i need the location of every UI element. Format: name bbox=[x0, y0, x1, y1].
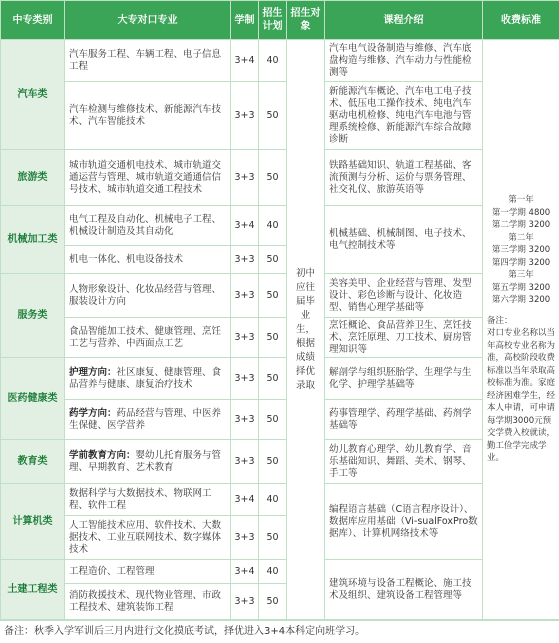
fee-line: 第二年 bbox=[487, 232, 555, 245]
plan-cell: 50 bbox=[259, 358, 287, 400]
major-cell: 食品智能加工技术、健康管理、烹饪工艺与营养、中西面点工艺 bbox=[65, 318, 231, 358]
table-row bbox=[1, 150, 559, 206]
course-cell: 幼儿教育心理学、幼儿教育学、音乐基础知识、舞蹈、美术、钢琴、手工等 bbox=[325, 440, 483, 484]
course-cell: 美容美甲、企业经营与管理、发型设计、彩色诊断与设计、化妆造型、销售心理学基础等 bbox=[325, 274, 483, 318]
system-cell: 3+3 bbox=[231, 400, 259, 440]
plan-cell: 40 bbox=[259, 484, 287, 516]
category-cell: 汽车类 bbox=[1, 40, 65, 150]
header-major: 大专对口专业 bbox=[65, 1, 231, 40]
fee-line: 第三年 bbox=[487, 269, 555, 282]
course-cell: 建筑环境与设备工程概论、施工技术及组织、建筑设备工程管理等 bbox=[325, 560, 483, 620]
fee-note-label: 备注： bbox=[487, 315, 555, 328]
major-cell bbox=[65, 440, 231, 484]
course-cell: 铁路基础知识、轨道工程基础、客流预测与分析、运价与票务管理、社交礼仪、旅游英语等 bbox=[325, 150, 483, 206]
major-cell: 机电一体化、机电设备技术 bbox=[65, 246, 231, 274]
course-cell: 烹饪概论、食品营养卫生、烹饪技术、烹饪原理、刀工技术、厨房管理知识等 bbox=[325, 318, 483, 358]
fee-cell bbox=[483, 40, 559, 620]
table-row bbox=[1, 484, 559, 516]
fee-note: 对口专业名称以当年高校专业名称为准，高校阶段收费标准以当年录取高校标准为准。家庭经济困难学生，经本人申请，可申请每学期3000元预交学费入校就读，勤工俭学完成学业。 bbox=[487, 327, 555, 465]
plan-cell: 50 bbox=[259, 318, 287, 358]
major-cell: 城市轨道交通机电技术、城市轨道交通运营与管理、城市轨道交通通信信号技术、城市轨道交通工程技术 bbox=[65, 150, 231, 206]
system-cell: 3+3 bbox=[231, 246, 259, 274]
system-cell: 3+3 bbox=[231, 440, 259, 484]
plan-cell: 50 bbox=[259, 400, 287, 440]
system-cell: 3+3 bbox=[231, 516, 259, 560]
header-system: 学制 bbox=[231, 1, 259, 40]
course-cell: 机械基础、机械制图、电子技术、电气控制技术等 bbox=[325, 206, 483, 274]
plan-cell: 40 bbox=[259, 560, 287, 584]
course-cell: 汽车电气设备制造与维修、汽车底盘构造与维修、汽车动力与性能检测等 bbox=[325, 40, 483, 82]
category-cell: 计算机类 bbox=[1, 484, 65, 560]
system-cell: 3+4 bbox=[231, 484, 259, 516]
table-row bbox=[1, 274, 559, 318]
fee-line: 第五学期 3200 bbox=[487, 282, 555, 295]
fee-line: 第一学期 4800 bbox=[487, 207, 555, 220]
table-row bbox=[1, 358, 559, 400]
system-cell: 3+3 bbox=[231, 358, 259, 400]
course-cell: 编程语言基础（C语言程序设计）、数据库应用基础（Vi-sualFoxPro数据库）、计算机网络技术等 bbox=[325, 484, 483, 560]
major-cell: 人物形象设计、化妆品经营与管理、服装设计方向 bbox=[65, 274, 231, 318]
plan-cell: 40 bbox=[259, 206, 287, 246]
direction-label: 护理方向： bbox=[69, 367, 117, 378]
header-course: 课程介绍 bbox=[325, 1, 483, 40]
major-cell: 工程造价、工程管理 bbox=[65, 560, 231, 584]
system-cell: 3+3 bbox=[231, 318, 259, 358]
table-row bbox=[1, 40, 559, 82]
header-plan: 招生计划 bbox=[259, 1, 287, 40]
major-cell: 人工智能技术应用、软件技术、大数据技术、工业互联网技术、数字媒体技术 bbox=[65, 516, 231, 560]
plan-cell: 40 bbox=[259, 40, 287, 82]
category-cell: 土建工程类 bbox=[1, 560, 65, 620]
plan-cell: 50 bbox=[259, 516, 287, 560]
major-text: 药品经营与管理、中医养生保健、医学营养 bbox=[69, 408, 221, 431]
major-text: 婴幼儿托育服务与管理、早期教育、艺术教育 bbox=[69, 450, 221, 473]
major-cell: 消防救援技术、现代物业管理、市政工程技术、建筑装饰工程 bbox=[65, 584, 231, 620]
major-cell: 数据科学与大数据技术、物联网工程、软件工程 bbox=[65, 484, 231, 516]
fee-line: 第六学期 3200 bbox=[487, 294, 555, 307]
course-cell: 解剖学与组织胚胎学、生理学与生化学、护理学基础等 bbox=[325, 358, 483, 400]
major-cell: 汽车服务工程、车辆工程、电子信息工程 bbox=[65, 40, 231, 82]
major-cell bbox=[65, 358, 231, 400]
fee-line: 第二学期 3200 bbox=[487, 219, 555, 232]
table-row bbox=[1, 560, 559, 584]
system-cell: 3+4 bbox=[231, 206, 259, 246]
category-cell: 旅游类 bbox=[1, 150, 65, 206]
header-category: 中专类别 bbox=[1, 1, 65, 40]
table-row bbox=[1, 206, 559, 246]
table-row bbox=[1, 82, 559, 150]
system-cell: 3+4 bbox=[231, 40, 259, 82]
fee-line: 第一年 bbox=[487, 194, 555, 207]
category-cell: 医药健康类 bbox=[1, 358, 65, 440]
plan-cell: 50 bbox=[259, 150, 287, 206]
course-cell: 新能源汽车概论、汽车电工电子技术、低压电工操作技术、纯电汽车驱动电机检修、纯电汽车电池与管理系统检修、新能源汽车综合故障诊断 bbox=[325, 82, 483, 150]
table-row bbox=[1, 318, 559, 358]
plan-cell: 50 bbox=[259, 440, 287, 484]
table-row bbox=[1, 440, 559, 484]
plan-cell: 50 bbox=[259, 82, 287, 150]
target-cell: 初中应往届毕业生，根据成绩择优录取 bbox=[287, 40, 325, 620]
direction-label: 药学方向： bbox=[69, 408, 117, 419]
major-cell bbox=[65, 400, 231, 440]
fee-line: 第四学期 3200 bbox=[487, 257, 555, 270]
system-cell: 3+3 bbox=[231, 82, 259, 150]
category-cell: 机械加工类 bbox=[1, 206, 65, 274]
header-fee: 收费标准 bbox=[483, 1, 559, 40]
plan-cell: 50 bbox=[259, 246, 287, 274]
major-text: 社区康复、健康管理、食品营养与健康、康复治疗技术 bbox=[69, 367, 221, 390]
major-cell: 电气工程及自动化、机械电子工程、机械设计制造及其自动化 bbox=[65, 206, 231, 246]
major-cell: 汽车检测与维修技术、新能源汽车技术、汽车智能技术 bbox=[65, 82, 231, 150]
course-cell: 药事管理学、药理学基础、药剂学基础等 bbox=[325, 400, 483, 440]
category-cell: 教育类 bbox=[1, 440, 65, 484]
footer-note: 备注：秋季入学军训后三月内进行文化摸底考试，择优进入3+4本科定向班学习。 bbox=[0, 620, 559, 642]
table-header-row bbox=[1, 1, 559, 40]
system-cell: 3+3 bbox=[231, 584, 259, 620]
fee-line: 第三学期 3200 bbox=[487, 244, 555, 257]
category-cell: 服务类 bbox=[1, 274, 65, 358]
plan-cell: 50 bbox=[259, 584, 287, 620]
plan-cell: 50 bbox=[259, 274, 287, 318]
direction-label: 学前教育方向： bbox=[69, 450, 136, 461]
header-target: 招生对象 bbox=[287, 1, 325, 40]
system-cell: 3+3 bbox=[231, 150, 259, 206]
system-cell: 3+4 bbox=[231, 560, 259, 584]
system-cell: 3+3 bbox=[231, 274, 259, 318]
table-row bbox=[1, 400, 559, 440]
